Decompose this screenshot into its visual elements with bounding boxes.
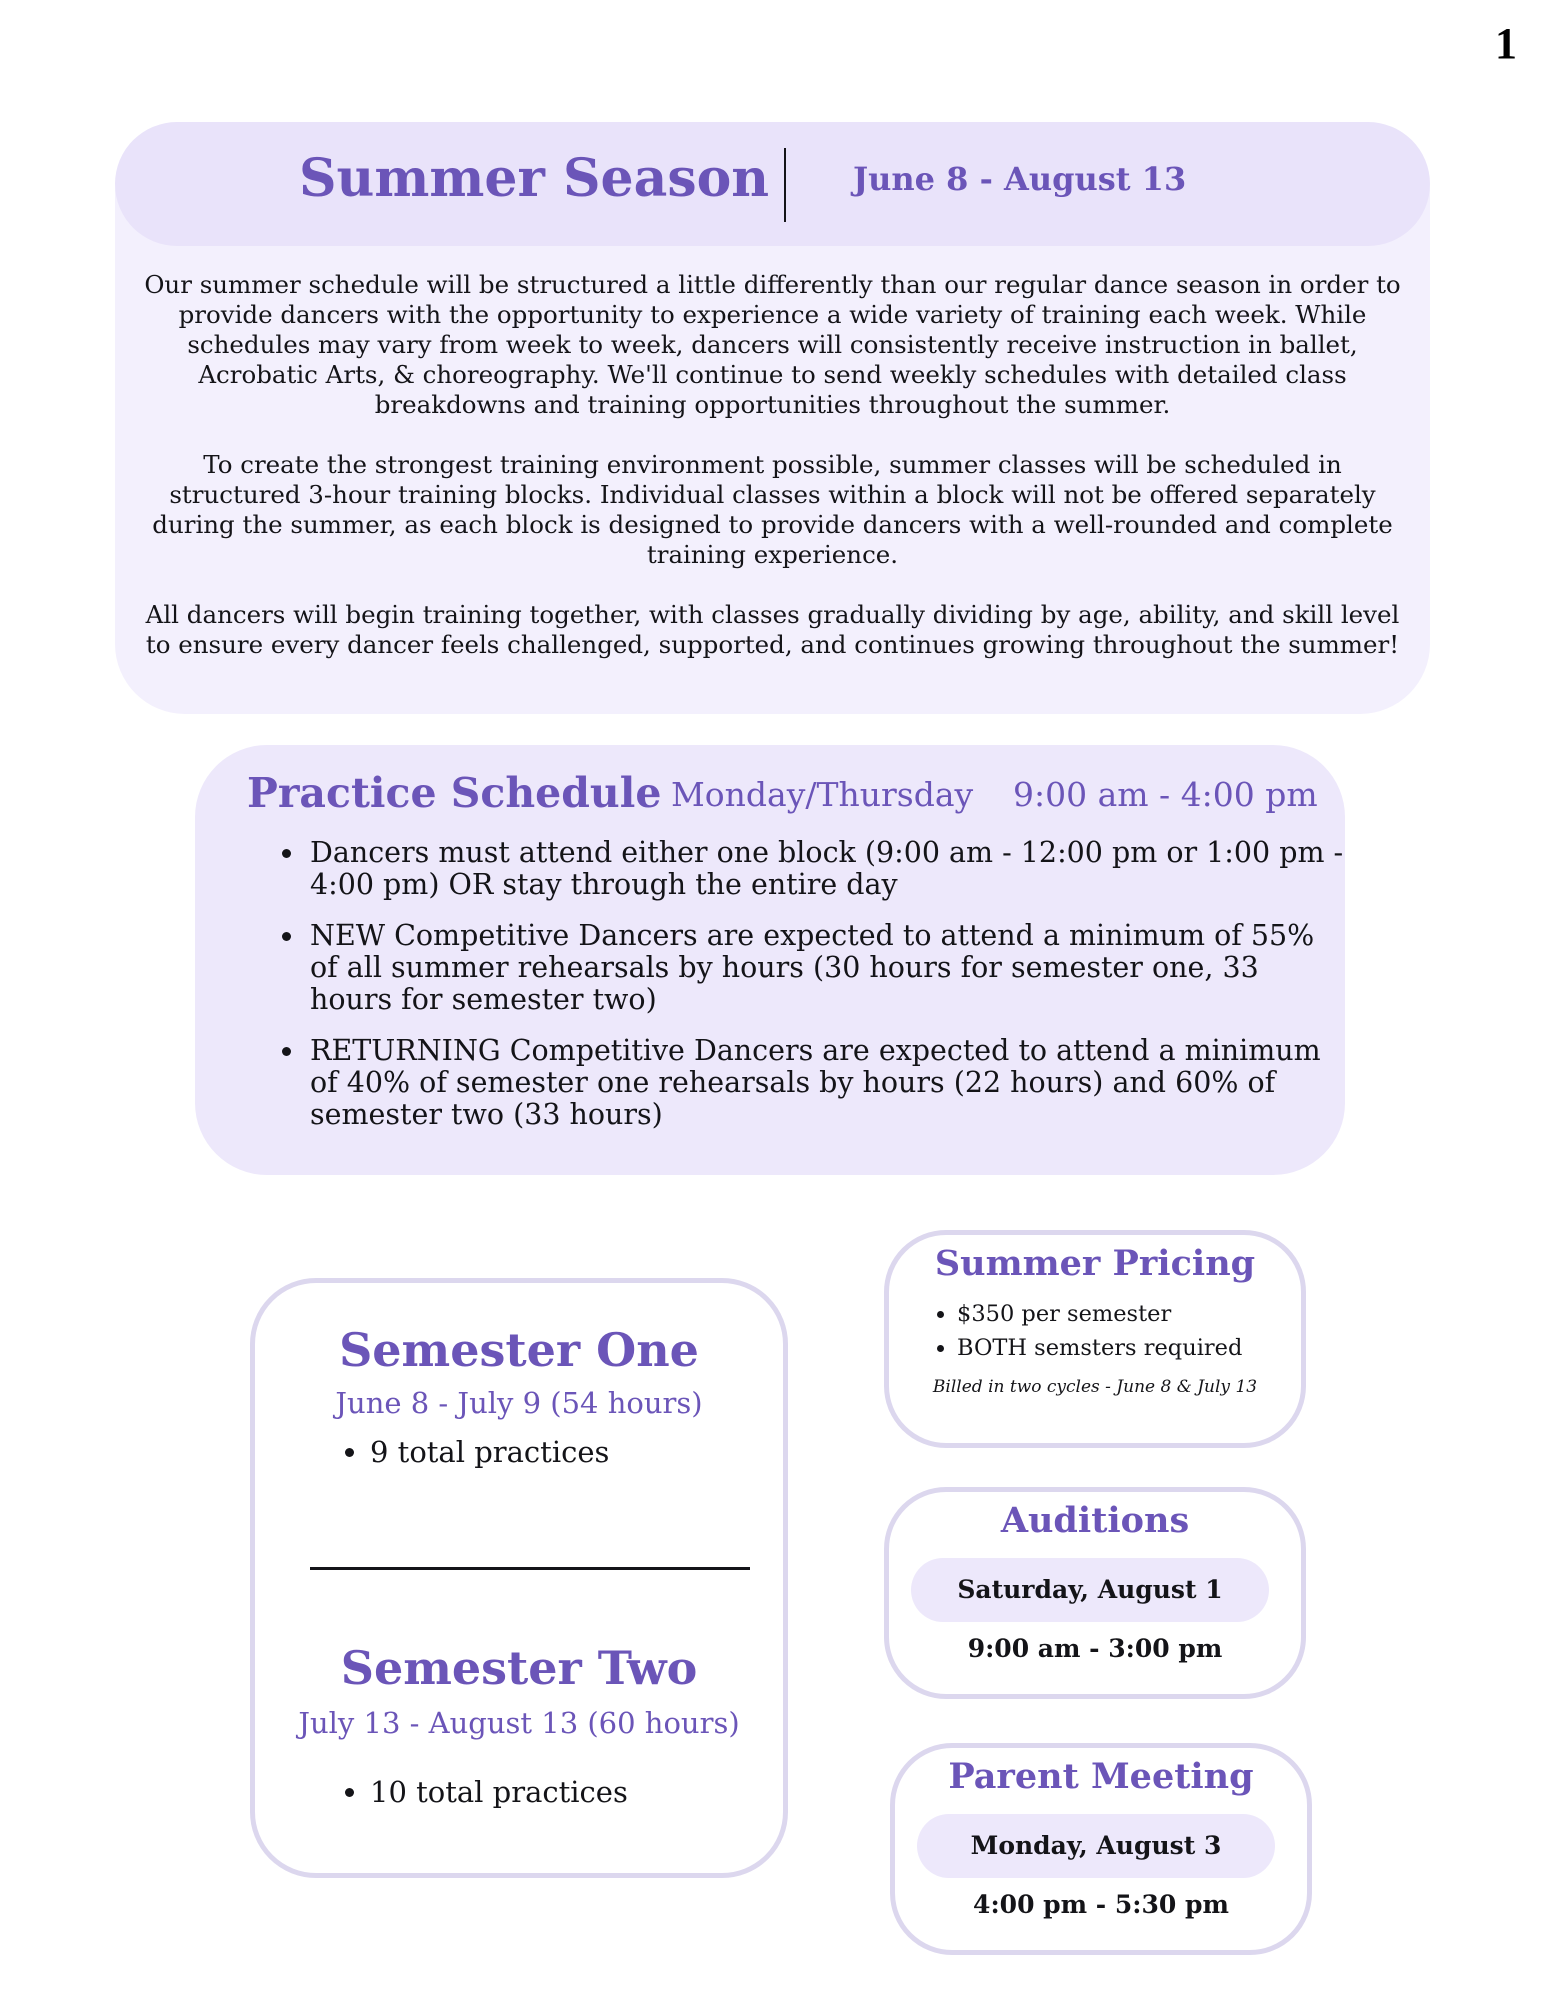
practice-rules-list: [250, 837, 1346, 1150]
list-item: • 9 total practices: [370, 1435, 609, 1469]
auditions-title: Auditions: [1000, 1500, 1190, 1541]
auditions-time: 9:00 am - 3:00 pm: [967, 1634, 1223, 1663]
season-header: [115, 122, 1430, 246]
season-paragraph: To create the strongest training environment possible, summer classes will be scheduled in structured 3-hour training blocks. Individual classes within a block will not be offered separately during the summer, as each block is designed to provide dancers with a well-rounded and complete training experience.: [152, 450, 1393, 569]
season-title: Summer Season: [299, 148, 770, 209]
season-paragraph: Our summer schedule will be structured a little differently than our regular dance season in order to provide dancers with the opportunity to experience a wide variety of training each week. While schedules may vary from week to week, dancers will consistently receive instruction in ballet, Acrobatic Arts, & choreography. We'll continue to send weekly schedules with detailed class breakdowns and training opportunities throughout the summer.: [144, 270, 1401, 419]
page-number: 1: [1495, 19, 1517, 68]
season-dates: June 8 - August 13: [853, 160, 1187, 198]
semester-one-dates: June 8 - July 9 (54 hours): [335, 1386, 703, 1420]
list-item: • RETURNING Competitive Dancers are expected to attend a minimum of 40% of semester one rehearsals by hours (22 hours) and 60% of semester two (33 hours): [306, 1035, 1346, 1131]
summer-season-card: [115, 122, 1430, 714]
semester-two-list: [330, 1775, 628, 1809]
list-item: • NEW Competitive Dancers are expected to attend a minimum of 55% of all summer rehearsals by hours (30 hours for semester one, 33 hours for semester two): [306, 920, 1346, 1016]
list-item: • $350 per semester: [957, 1301, 1242, 1327]
practice-title: Practice Schedule: [247, 769, 662, 817]
auditions-card: [884, 1487, 1306, 1699]
semester-two-title: Semester Two: [340, 1641, 698, 1695]
parent-meeting-title: Parent Meeting: [948, 1756, 1254, 1797]
parent-meeting-time: 4:00 pm - 5:30 pm: [973, 1890, 1229, 1919]
practice-days: Monday/Thursday: [671, 775, 974, 814]
practice-time: 9:00 am - 4:00 pm: [1013, 775, 1318, 814]
parent-meeting-date: Monday, August 3: [917, 1814, 1275, 1878]
season-description: [143, 270, 1402, 690]
auditions-date: Saturday, August 1: [911, 1558, 1269, 1622]
season-paragraph: All dancers will begin training together, with classes gradually dividing by age, ability, and skill level to ensure every dancer feels challenged, supported, and continues growing throughout the summer!: [145, 600, 1400, 659]
billing-note: Billed in two cycles - June 8 & July 13: [932, 1377, 1258, 1397]
pricing-list: [927, 1301, 1242, 1369]
list-item: • 10 total practices: [370, 1775, 628, 1809]
semester-one-title: Semester One: [339, 1323, 699, 1377]
list-item: • Dancers must attend either one block (9:00 am - 12:00 pm or 1:00 pm - 4:00 pm) OR stay through the entire day: [306, 837, 1346, 901]
practice-schedule-card: [195, 745, 1345, 1175]
summer-pricing-card: [884, 1230, 1306, 1448]
parent-meeting-card: [890, 1743, 1312, 1955]
list-item: • BOTH semsters required: [957, 1335, 1242, 1361]
header-divider: [784, 148, 786, 222]
pricing-title: Summer Pricing: [934, 1243, 1256, 1284]
semesters-card: [250, 1278, 788, 1878]
semester-one-list: [330, 1435, 609, 1469]
semester-two-dates: July 13 - August 13 (60 hours): [298, 1706, 740, 1740]
semester-divider: [310, 1567, 750, 1570]
